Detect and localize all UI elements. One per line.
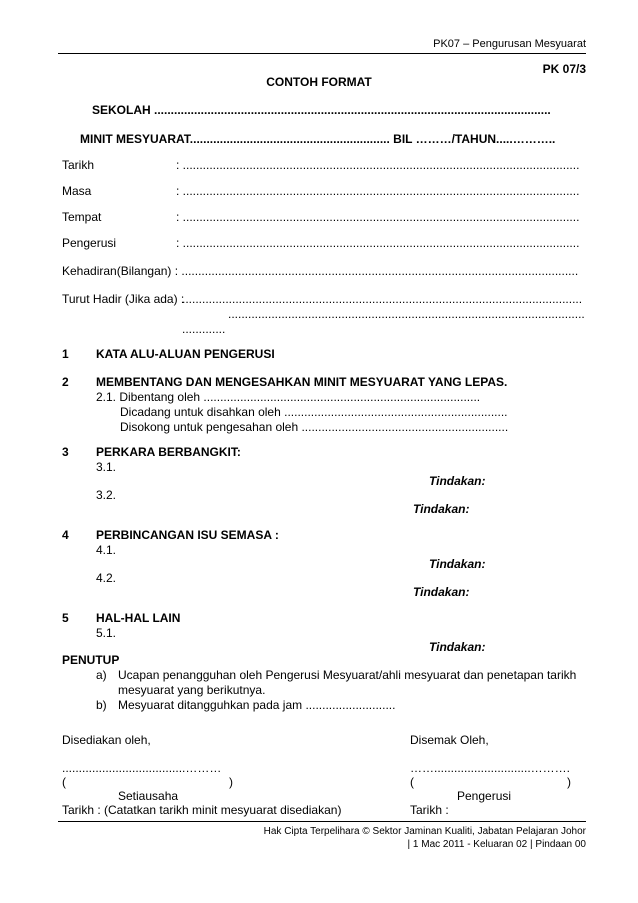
penutup-a-marker: a) [96, 668, 107, 682]
section-5-number: 5 [62, 611, 69, 625]
section-3-title: PERKARA BERBANGKIT: [96, 445, 241, 459]
section-5-tindakan-1: Tindakan: [429, 640, 486, 654]
turut-hadir-line3: ............. [182, 322, 226, 336]
penutup-b-line: Mesyuarat ditangguhkan pada jam ........................... [118, 698, 396, 712]
footer-copyright: Hak Cipta Terpelihara © Sektor Jaminan Kualiti, Jabatan Pelajaran Johor [263, 826, 586, 837]
header-rule [58, 53, 586, 54]
signature-left-role: Setiausaha [118, 789, 179, 803]
penutup-title: PENUTUP [62, 653, 120, 667]
footer-version: | 1 Mac 2011 - Keluaran 02 | Pindaan 00 [407, 839, 586, 850]
section-4-title: PERBINCANGAN ISU SEMASA : [96, 528, 279, 542]
field-pengerusi-label: Pengerusi [62, 236, 117, 250]
field-masa-value: : ....................................................................................................................... [176, 184, 580, 198]
section-2-item-dicadang: Dicadang untuk disahkan oleh ................................................................... [120, 405, 508, 419]
penutup-a-line2: mesyuarat yang berikutnya. [118, 683, 266, 697]
field-masa-label: Masa [62, 184, 92, 198]
section-4-item-1: 4.1. [96, 543, 117, 557]
turut-hadir-line2: ........................................................................................................... [228, 307, 585, 321]
turut-hadir-line1: ........................................................................................................................ [182, 292, 583, 306]
footer-rule [58, 821, 586, 822]
doc-code: PK 07/3 [542, 62, 586, 76]
signature-left-date: Tarikh : (Catatkan tarikh minit mesyuarat disediakan) [62, 803, 342, 817]
penutup-a-line1: Ucapan penangguhan oleh Pengerusi Mesyuarat/ahli mesyuarat dan penetapan tarikh [118, 668, 577, 682]
page-title: CONTOH FORMAT [266, 75, 372, 89]
section-3-item-1: 3.1. [96, 460, 117, 474]
section-2-title: MEMBENTANG DAN MENGESAHKAN MINIT MESYUARAT YANG LEPAS. [96, 375, 508, 389]
turut-hadir-label: Turut Hadir (Jika ada) : [62, 292, 185, 306]
section-2-number: 2 [62, 375, 69, 389]
section-1-number: 1 [62, 347, 69, 361]
signature-right-date: Tarikh : [410, 803, 449, 817]
signature-right-dots: …….............................………. [410, 761, 571, 775]
section-4-tindakan-2: Tindakan: [413, 585, 470, 599]
field-tempat-value: : ....................................................................................................................... [176, 210, 580, 224]
signature-right-close-paren: ) [567, 775, 571, 789]
section-5-title: HAL-HAL LAIN [96, 611, 181, 625]
section-4-tindakan-1: Tindakan: [429, 557, 486, 571]
penutup-b-marker: b) [96, 698, 107, 712]
section-4-number: 4 [62, 528, 69, 542]
section-4-item-2: 4.2. [96, 571, 117, 585]
section-3-tindakan-1: Tindakan: [429, 474, 486, 488]
header-doc-ref: PK07 – Pengurusan Mesyuarat [433, 38, 586, 50]
section-5-item-1: 5.1. [96, 626, 117, 640]
signature-left-dots: .....................................……… [62, 761, 222, 775]
section-3-tindakan-2: Tindakan: [413, 502, 470, 516]
signature-left-close-paren: ) [229, 775, 233, 789]
section-2-item-dibentang: 2.1. Dibentang oleh ................................................................................... [96, 390, 481, 404]
section-3-number: 3 [62, 445, 69, 459]
signature-right-label: Disemak Oleh, [410, 733, 489, 747]
field-tarikh-label: Tarikh [62, 158, 95, 172]
signature-left-open-paren: ( [62, 775, 66, 789]
field-tarikh-value: : ....................................................................................................................... [176, 158, 580, 172]
field-pengerusi-value: : ....................................................................................................................... [176, 236, 580, 250]
section-1-title: KATA ALU-ALUAN PENGERUSI [96, 347, 275, 361]
section-3-item-2: 3.2. [96, 488, 117, 502]
signature-right-open-paren: ( [410, 775, 414, 789]
signature-right-role: Pengerusi [457, 789, 512, 803]
section-2-item-disokong: Disokong untuk pengesahan oleh .............................................................. [120, 420, 509, 434]
minit-line: MINIT MESYUARAT............................................................ BIL ………/TAHUN.....……….. [80, 132, 556, 146]
field-kehadiran: Kehadiran(Bilangan) : ....................................................................................................................... [62, 264, 579, 278]
signature-left-label: Disediakan oleh, [62, 733, 151, 747]
sekolah-line: SEKOLAH ....................................................................................................................... [92, 103, 551, 117]
field-tempat-label: Tempat [62, 210, 102, 224]
